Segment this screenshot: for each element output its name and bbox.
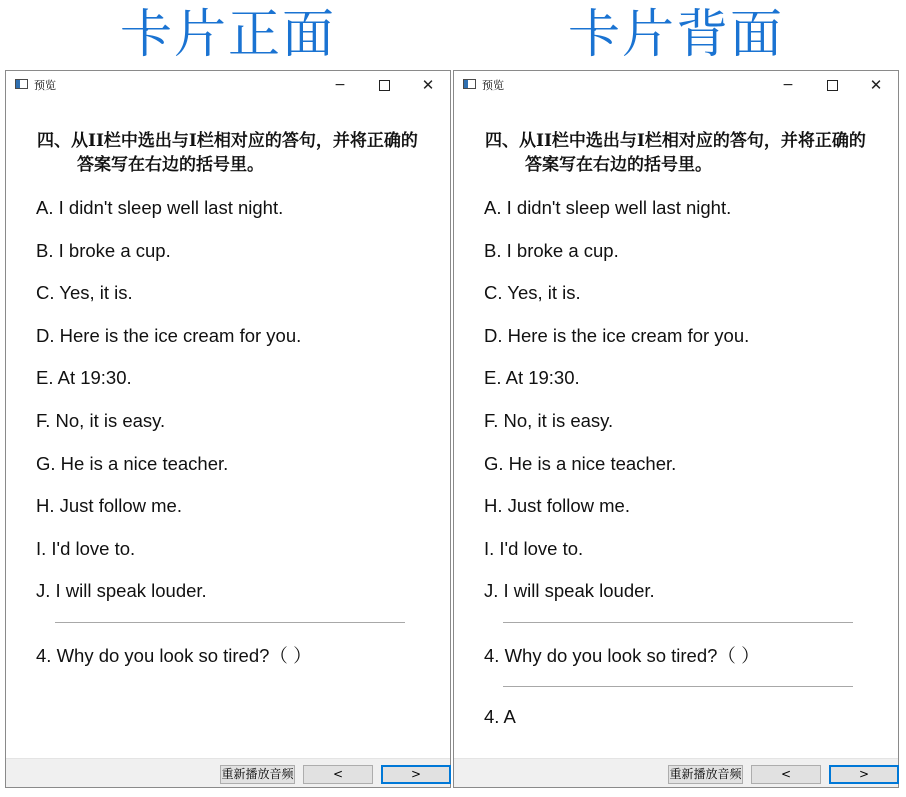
option-item: G. He is a nice teacher. [484,452,677,474]
question-text: 四、从II栏中选出与I栏相对应的答句，并将正确的答案写在右边的括号里。 [37,131,418,175]
option-item: H. Just follow me. [36,495,182,517]
minimize-icon[interactable]: − [782,77,794,93]
option-item: C. Yes, it is. [36,282,133,304]
question-item: 4. Why do you look so tired?（ ） [484,645,760,666]
option-item: J. I will speak louder. [484,580,655,602]
option-item: A. I didn't sleep well last night. [484,197,732,218]
window-title: 预览 [34,79,56,92]
option-list [484,194,749,620]
maximize-icon[interactable] [810,71,854,99]
window-title: 预览 [482,79,504,92]
option-item: H. Just follow me. [484,495,630,517]
option-item: E. At 19:30. [484,367,580,389]
option-item: D. Here is the ice cream for you. [484,324,750,346]
answer-text: 4. A [484,706,516,727]
question-text: 四、从II栏中选出与I栏相对应的答句，并将正确的答案写在右边的括号里。 [485,131,866,175]
option-item: I. I'd love to. [36,537,136,559]
option-item: G. He is a nice teacher. [36,452,229,474]
title-bar[interactable] [6,71,450,99]
title-bar[interactable] [454,71,898,99]
front-preview-window [5,70,451,788]
front-heading: 卡片正面 [119,5,336,65]
option-item: D. Here is the ice cream for you. [36,324,302,346]
maximize-icon[interactable] [362,71,406,99]
close-icon[interactable]: ✕ [869,76,883,94]
back-heading: 卡片背面 [567,5,784,65]
option-list [36,194,301,620]
previous-button[interactable]: < [751,765,821,784]
divider [55,622,405,623]
minimize-icon[interactable]: − [334,77,346,93]
option-item: B. I broke a cup. [484,239,619,261]
back-preview-window [453,70,899,788]
divider [503,622,853,623]
option-item: B. I broke a cup. [36,239,171,261]
window-icon [463,79,476,89]
option-item: I. I'd love to. [484,537,584,559]
option-item: C. Yes, it is. [484,282,581,304]
previous-button[interactable]: < [303,765,373,784]
option-item: A. I didn't sleep well last night. [36,197,284,218]
next-button[interactable]: > [381,765,451,784]
replay-audio-button[interactable]: 重新播放音频 [220,765,295,784]
option-item: F. No, it is easy. [36,409,166,431]
option-item: F. No, it is easy. [484,409,614,431]
question-item: 4. Why do you look so tired?（ ） [36,645,312,666]
answer-divider [503,686,853,687]
close-icon[interactable]: ✕ [421,76,435,94]
next-button[interactable]: > [829,765,899,784]
bottom-toolbar [6,758,450,787]
bottom-toolbar [454,758,898,787]
option-item: J. I will speak louder. [36,580,207,602]
window-icon [15,79,28,89]
replay-audio-button[interactable]: 重新播放音频 [668,765,743,784]
option-item: E. At 19:30. [36,367,132,389]
